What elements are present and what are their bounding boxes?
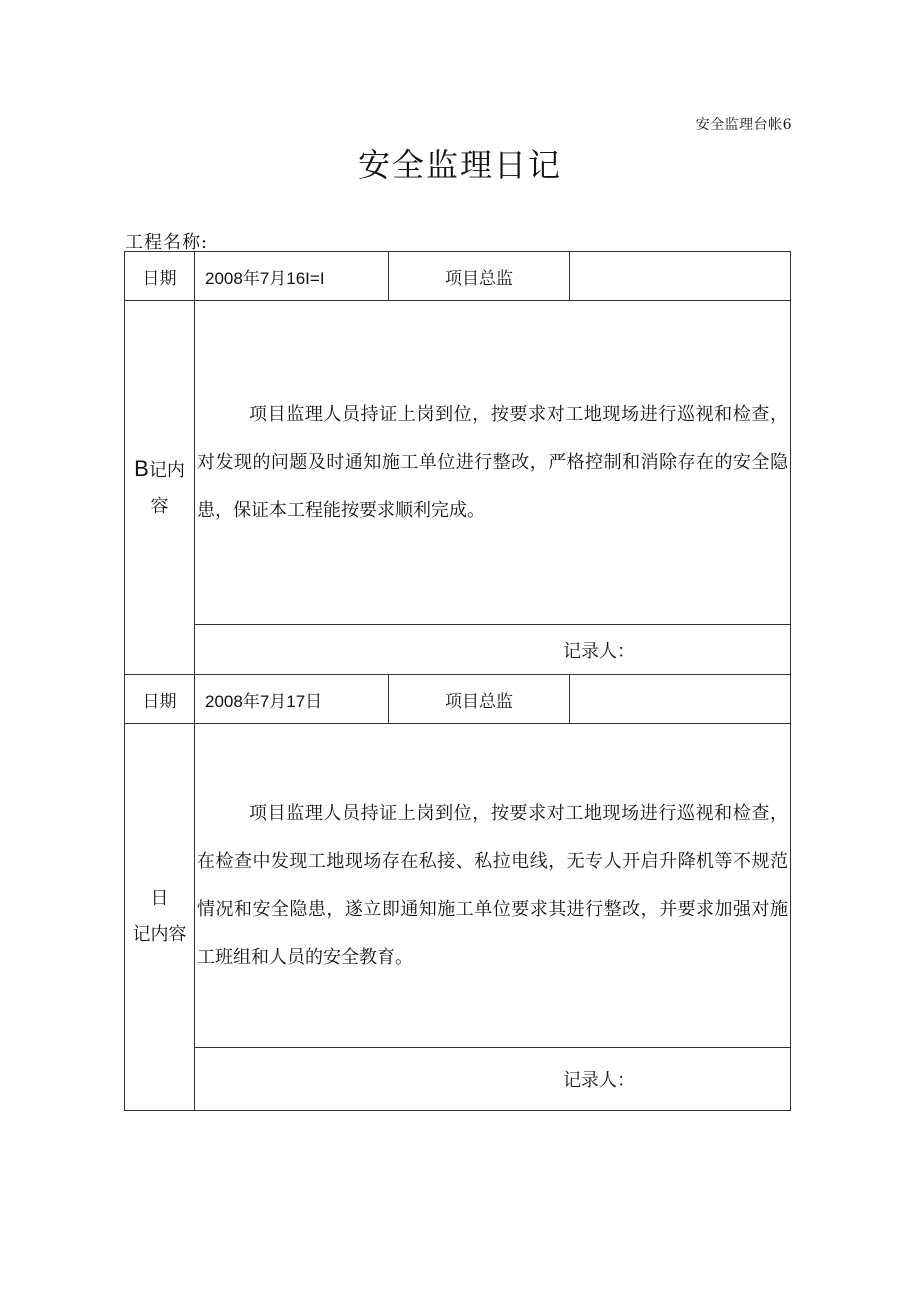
entry-1-content [195,301,791,625]
entry-2-date-label: 日期 [125,675,195,724]
ledger-label: 安全监理台帐6 [695,117,792,133]
entry-2-recorder-label: 记录人： [195,1048,791,1111]
entry-2-supervisor-label: 项目总监 [389,675,570,724]
entry-1-side-label-line1: 记内 [148,459,185,481]
entry-1-supervisor-label: 项目总监 [389,252,570,301]
project-name-label: 工程名称: [125,232,209,253]
entry-1-side-label-line2: 容 [150,495,169,517]
entry-1-side-label-prefix: B [134,455,149,481]
entry-1-recorder-row [125,625,791,675]
entry-1-header-row [125,252,791,301]
entry-1-supervisor-value [570,252,791,301]
entry-1-date-label: 日期 [125,252,195,301]
entry-2-header-row [125,675,791,724]
entry-2-recorder-row [125,1048,791,1111]
entry-1-date-value: 2008年7月16I=I [195,252,389,301]
entry-2-content-row [125,724,791,1048]
entry-2-side-label [125,724,195,1111]
diary-table [124,251,791,1111]
entry-1-content-text: 项目监理人员持证上岗到位，按要求对工地现场进行巡视和检查，对发现的问题及时通知施工单位进行整改，严格控制和消除存在的安全隐患，保证本工程能按要求顺利完成。 [197,403,788,521]
entry-2-content-text: 项目监理人员持证上岗到位，按要求对工地现场进行巡视和检查，在检查中发现工地现场存在私接、私拉电线，无专人开启升降机等不规范情况和安全隐患，遂立即通知施工单位要求其进行整改，并要求加强对施工班组和人员的安全教育。 [197,802,788,968]
entry-1-side-label [125,301,195,675]
entry-2-date-value: 2008年7月17日 [195,675,389,724]
entry-2-side-label-line2: 记内容 [132,924,187,945]
entry-1-content-row [125,301,791,625]
page-title: 安全监理日记 [357,146,562,184]
entry-2-supervisor-value [570,675,791,724]
entry-2-content [195,724,791,1048]
entry-1-recorder-label: 记录人： [195,625,791,675]
entry-2-side-label-line1: 日 [150,888,169,909]
